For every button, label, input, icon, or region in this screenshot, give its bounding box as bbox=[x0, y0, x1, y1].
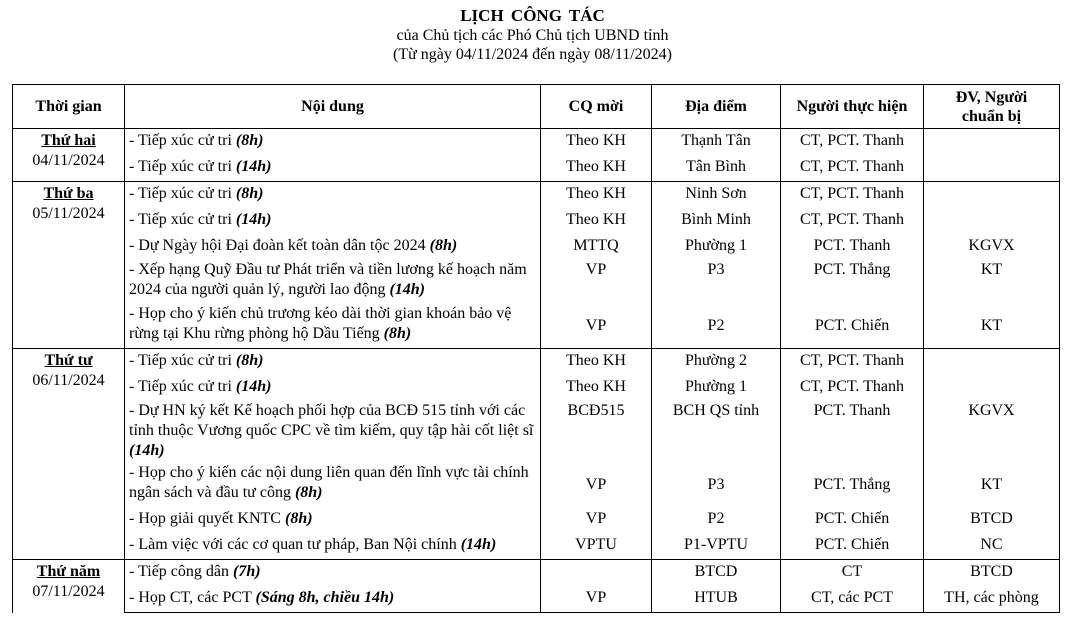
schedule-table bbox=[12, 84, 1060, 613]
day-group bbox=[13, 129, 1060, 182]
preparer-cell bbox=[924, 155, 1060, 182]
time-label: (7h) bbox=[233, 563, 261, 580]
preparer-cell: KT bbox=[924, 304, 1060, 349]
col-header-performer: Người thực hiện bbox=[781, 85, 924, 129]
performer-cell: PCT. Thắng bbox=[781, 260, 924, 304]
time-label: (8h) bbox=[235, 132, 264, 149]
content-cell: - Tiếp xúc cử tri (8h) bbox=[125, 129, 541, 156]
inviter-cell: Theo KH bbox=[541, 375, 652, 401]
inviter-cell: Theo KH bbox=[541, 182, 652, 209]
preparer-cell: KT bbox=[924, 463, 1060, 507]
content-cell: - Họp cho ý kiến các nội dung liên quan đến lĩnh vực tài chính ngân sách và đầu tư công (8h) bbox=[125, 463, 541, 507]
col-header-preparer-line2: chuẩn bị bbox=[961, 107, 1022, 125]
table-row bbox=[13, 182, 1060, 209]
day-date: 05/11/2024 bbox=[32, 205, 105, 222]
content-cell: - Làm việc với các cơ quan tư pháp, Ban Nội chính (14h) bbox=[125, 533, 541, 560]
date-range: (Từ ngày 04/11/2024 đến ngày 08/11/2024) bbox=[393, 46, 672, 63]
day-name: Thứ năm bbox=[36, 563, 101, 580]
inviter-cell bbox=[541, 560, 652, 587]
location-cell: Thạnh Tân bbox=[652, 129, 781, 156]
performer-cell: PCT. Thắng bbox=[781, 463, 924, 507]
content-cell: - Tiếp xúc cử tri (14h) bbox=[125, 375, 541, 401]
col-header-location: Địa điểm bbox=[652, 85, 781, 129]
preparer-cell: KGVX bbox=[924, 401, 1060, 463]
day-cell bbox=[13, 182, 125, 349]
performer-cell: PCT. Chiến bbox=[781, 507, 924, 533]
content-cell: - Tiếp công dân (7h) bbox=[125, 560, 541, 587]
inviter-cell: Theo KH bbox=[541, 349, 652, 376]
inviter-cell: VP bbox=[541, 260, 652, 304]
inviter-cell: BCĐ515 bbox=[541, 401, 652, 463]
inviter-cell: VP bbox=[541, 586, 652, 613]
content-cell: - Họp giải quyết KNTC (8h) bbox=[125, 507, 541, 533]
location-cell: P2 bbox=[652, 304, 781, 349]
inviter-cell: VPTU bbox=[541, 533, 652, 560]
table-row bbox=[13, 260, 1060, 304]
location-cell: BCH QS tỉnh bbox=[652, 401, 781, 463]
preparer-cell: KT bbox=[924, 260, 1060, 304]
table-row bbox=[13, 208, 1060, 234]
performer-cell: CT, các PCT bbox=[781, 586, 924, 613]
table-row bbox=[13, 129, 1060, 156]
inviter-cell: Theo KH bbox=[541, 155, 652, 182]
time-label: (14h) bbox=[235, 211, 272, 228]
content-cell: - Tiếp xúc cử tri (8h) bbox=[125, 182, 541, 209]
content-cell: - Tiếp xúc cử tri (14h) bbox=[125, 208, 541, 234]
inviter-cell: VP bbox=[541, 507, 652, 533]
content-cell: - Họp CT, các PCT (Sáng 8h, chiều 14h) bbox=[125, 586, 541, 613]
preparer-cell: TH, các phòng bbox=[924, 586, 1060, 613]
performer-cell: CT, PCT. Thanh bbox=[781, 208, 924, 234]
day-group bbox=[13, 182, 1060, 349]
table-row bbox=[13, 234, 1060, 260]
inviter-cell: VP bbox=[541, 463, 652, 507]
inviter-cell: Theo KH bbox=[541, 129, 652, 156]
performer-cell: CT, PCT. Thanh bbox=[781, 155, 924, 182]
content-cell: - Dự Ngày hội Đại đoàn kết toàn dân tộc 2024 (8h) bbox=[125, 234, 541, 260]
location-cell: BTCD bbox=[652, 560, 781, 587]
day-cell bbox=[13, 349, 125, 560]
inviter-cell: VP bbox=[541, 304, 652, 349]
table-row bbox=[13, 304, 1060, 349]
day-name: Thứ tư bbox=[44, 352, 93, 369]
day-cell bbox=[13, 129, 125, 182]
performer-cell: PCT. Thanh bbox=[781, 234, 924, 260]
preparer-cell: KGVX bbox=[924, 234, 1060, 260]
day-cell bbox=[13, 560, 125, 613]
performer-cell: CT, PCT. Thanh bbox=[781, 182, 924, 209]
time-label: (14h) bbox=[460, 536, 497, 553]
location-cell: P2 bbox=[652, 507, 781, 533]
performer-cell: PCT. Chiến bbox=[781, 304, 924, 349]
preparer-cell bbox=[924, 182, 1060, 209]
document-title: LỊCH CÔNG TÁC bbox=[460, 6, 605, 25]
preparer-cell: NC bbox=[924, 533, 1060, 560]
table-row bbox=[13, 560, 1060, 587]
performer-cell: CT, PCT. Thanh bbox=[781, 129, 924, 156]
col-header-time: Thời gian bbox=[13, 85, 125, 129]
time-label: (14h) bbox=[129, 442, 165, 459]
day-date: 04/11/2024 bbox=[32, 152, 105, 169]
location-cell: P1-VPTU bbox=[652, 533, 781, 560]
table-row bbox=[13, 586, 1060, 613]
content-cell: - Tiếp xúc cử tri (14h) bbox=[125, 155, 541, 182]
location-cell: Tân Bình bbox=[652, 155, 781, 182]
preparer-cell: BTCD bbox=[924, 560, 1060, 587]
col-header-content: Nội dung bbox=[125, 85, 541, 129]
day-date: 06/11/2024 bbox=[32, 372, 105, 389]
table-header-row bbox=[13, 85, 1060, 129]
preparer-cell bbox=[924, 208, 1060, 234]
content-cell: - Dự HN ký kết Kế hoạch phối hợp của BCĐ 515 tỉnh với các tỉnh thuộc Vương quốc CPC về tìm kiếm, quy tập hài cốt liệt sĩ (14h) bbox=[125, 401, 541, 463]
time-label: (8h) bbox=[284, 510, 313, 527]
document-subtitle: của Chủ tịch các Phó Chủ tịch UBND tỉnh bbox=[396, 27, 669, 44]
time-label: (14h) bbox=[389, 281, 426, 298]
performer-cell: CT, PCT. Thanh bbox=[781, 349, 924, 376]
col-header-preparer-line1: ĐV, Người bbox=[955, 88, 1028, 106]
inviter-cell: Theo KH bbox=[541, 208, 652, 234]
table-row bbox=[13, 349, 1060, 376]
preparer-cell bbox=[924, 375, 1060, 401]
col-header-inviter: CQ mời bbox=[541, 85, 652, 129]
table-row bbox=[13, 375, 1060, 401]
table-row bbox=[13, 155, 1060, 182]
time-label: (8h) bbox=[429, 237, 458, 254]
content-cell: - Họp cho ý kiến chủ trương kéo dài thời gian khoán bảo vệ rừng tại Khu rừng phòng hộ Dầu Tiếng (8h) bbox=[125, 304, 541, 349]
location-cell: Phường 1 bbox=[652, 375, 781, 401]
table-row bbox=[13, 401, 1060, 463]
preparer-cell: BTCD bbox=[924, 507, 1060, 533]
time-label: (8h) bbox=[235, 352, 264, 369]
table-row bbox=[13, 463, 1060, 507]
time-label: (8h) bbox=[235, 185, 264, 202]
time-label: (8h) bbox=[294, 484, 323, 501]
day-name: Thứ ba bbox=[43, 185, 94, 202]
col-header-preparer bbox=[924, 85, 1060, 129]
performer-cell: CT bbox=[781, 560, 924, 587]
performer-cell: PCT. Chiến bbox=[781, 533, 924, 560]
table-row bbox=[13, 507, 1060, 533]
content-cell: - Tiếp xúc cử tri (8h) bbox=[125, 349, 541, 376]
location-cell: P3 bbox=[652, 463, 781, 507]
location-cell: Bình Minh bbox=[652, 208, 781, 234]
performer-cell: CT, PCT. Thanh bbox=[781, 375, 924, 401]
day-group bbox=[13, 560, 1060, 613]
inviter-cell: MTTQ bbox=[541, 234, 652, 260]
time-label: (14h) bbox=[235, 158, 272, 175]
content-cell: - Xếp hạng Quỹ Đầu tư Phát triển và tiền lương kế hoạch năm 2024 của người quản lý, người lao động (14h) bbox=[125, 260, 541, 304]
day-name: Thứ hai bbox=[41, 132, 96, 149]
location-cell: Phường 2 bbox=[652, 349, 781, 376]
time-label: (Sáng 8h, chiều 14h) bbox=[255, 589, 395, 606]
preparer-cell bbox=[924, 129, 1060, 156]
location-cell: Ninh Sơn bbox=[652, 182, 781, 209]
day-group bbox=[13, 349, 1060, 560]
location-cell: P3 bbox=[652, 260, 781, 304]
time-label: (8h) bbox=[383, 325, 412, 342]
table-row bbox=[13, 533, 1060, 560]
preparer-cell bbox=[924, 349, 1060, 376]
location-cell: Phường 1 bbox=[652, 234, 781, 260]
day-date: 07/11/2024 bbox=[32, 583, 105, 600]
time-label: (14h) bbox=[235, 378, 272, 395]
location-cell: HTUB bbox=[652, 586, 781, 613]
performer-cell: PCT. Thanh bbox=[781, 401, 924, 463]
document-header bbox=[0, 0, 1065, 64]
